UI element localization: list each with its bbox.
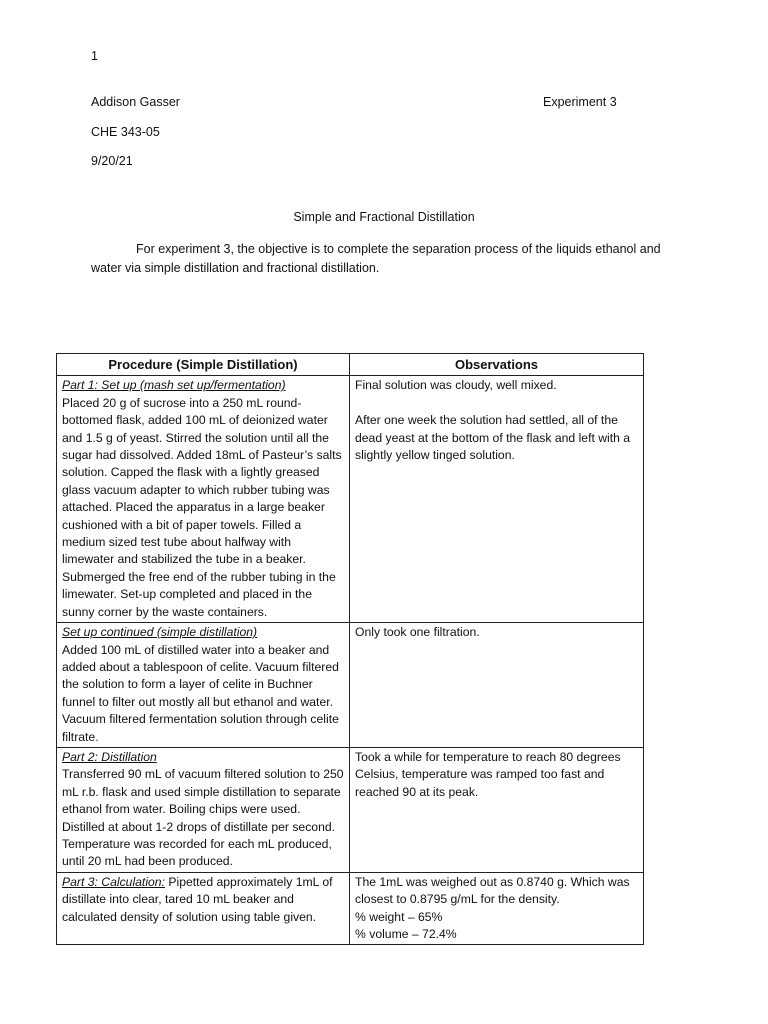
observation-text: Final solution was cloudy, well mixed. <box>355 378 557 393</box>
date: 9/20/21 <box>91 154 133 168</box>
experiment-label: Experiment 3 <box>543 95 617 109</box>
table-header-row <box>57 354 644 376</box>
observation-text: Only took one filtration. <box>355 625 480 640</box>
observation-text: After one week the solution had settled, all of the dead yeast at the bottom of the flask and left with a slightly yellow tinged solution. <box>355 413 631 463</box>
weight-percent: % weight – 65% <box>355 909 443 924</box>
observation-text: The 1mL was weighed out as 0.8740 g. Which was closest to 0.8795 g/mL for the density. <box>355 874 630 907</box>
row-heading: Set up continued (simple distillation) <box>62 625 258 640</box>
table-row <box>57 747 644 872</box>
observation-text: Took a while for temperature to reach 80 degrees Celsius, temperature was ramped too fast and reached 90 at its peak. <box>355 749 621 799</box>
procedure-cell <box>57 747 350 872</box>
row-heading: Part 3: Calculation: <box>62 874 165 889</box>
intro-paragraph: For experiment 3, the objective is to complete the separation process of the liquids ethanol and water via simple distillation and fractional distillation. <box>91 242 661 275</box>
table-row <box>57 872 644 945</box>
volume-percent: % volume – 72.4% <box>355 927 457 941</box>
row-heading: Part 2: Distillation <box>62 749 157 764</box>
table-row <box>57 376 644 623</box>
course-code: CHE 343-05 <box>91 125 160 139</box>
column-header-observations: Observations <box>350 354 644 376</box>
procedure-cell <box>57 623 350 748</box>
procedure-text: Pipetted approximately 1mL of distillate into clear, tared 10 mL beaker and calculated density of solution using table given. <box>62 874 333 924</box>
observation-cell <box>350 747 644 872</box>
table-row <box>57 623 644 748</box>
row-heading: Part 1: Set up (mash set up/fermentation) <box>62 378 286 393</box>
observation-cell <box>350 872 644 945</box>
procedure-cell <box>57 872 350 945</box>
procedure-cell <box>57 376 350 623</box>
document-title: Simple and Fractional Distillation <box>293 210 475 224</box>
procedure-table <box>56 353 644 945</box>
observation-cell <box>350 376 644 623</box>
page-number: 1 <box>91 49 98 63</box>
procedure-text: Added 100 mL of distilled water into a beaker and added about a tablespoon of celite. Vacuum filtered the solution to form a layer of celite in Buchner funnel to filter out mostly all but ethanol and water. Vacuum filtered fermentation solution through celite filtrate. <box>62 642 339 744</box>
procedure-text: Placed 20 g of sucrose into a 250 mL round-bottomed flask, added 100 mL of deionized water and 1.5 g of yeast. Stirred the solution until all the sugar had dissolved. Added 18mL of Pasteur’s salts solution. Capped the flask with a lightly greased glass vacuum adapter to which rubber tubing was attached. Placed the apparatus in a large beaker cushioned with a bit of paper towels. Filled a medium sized test tube about halfway with limewater and stabilized the tube in a beaker. Submerged the free end of the rubber tubing in the limewater. Set-up completed and placed in the sunny corner by the waste containers. <box>62 395 342 619</box>
column-header-procedure: Procedure (Simple Distillation) <box>57 354 350 376</box>
procedure-text: Transferred 90 mL of vacuum filtered solution to 250 mL r.b. flask and used simple distillation to separate ethanol from water. Boiling chips were used. Distilled at about 1-2 drops of distillate per second. Temperature was recorded for each mL produced, until 20 mL had been produced. <box>62 767 344 869</box>
author-name: Addison Gasser <box>91 95 180 109</box>
observation-cell <box>350 623 644 748</box>
